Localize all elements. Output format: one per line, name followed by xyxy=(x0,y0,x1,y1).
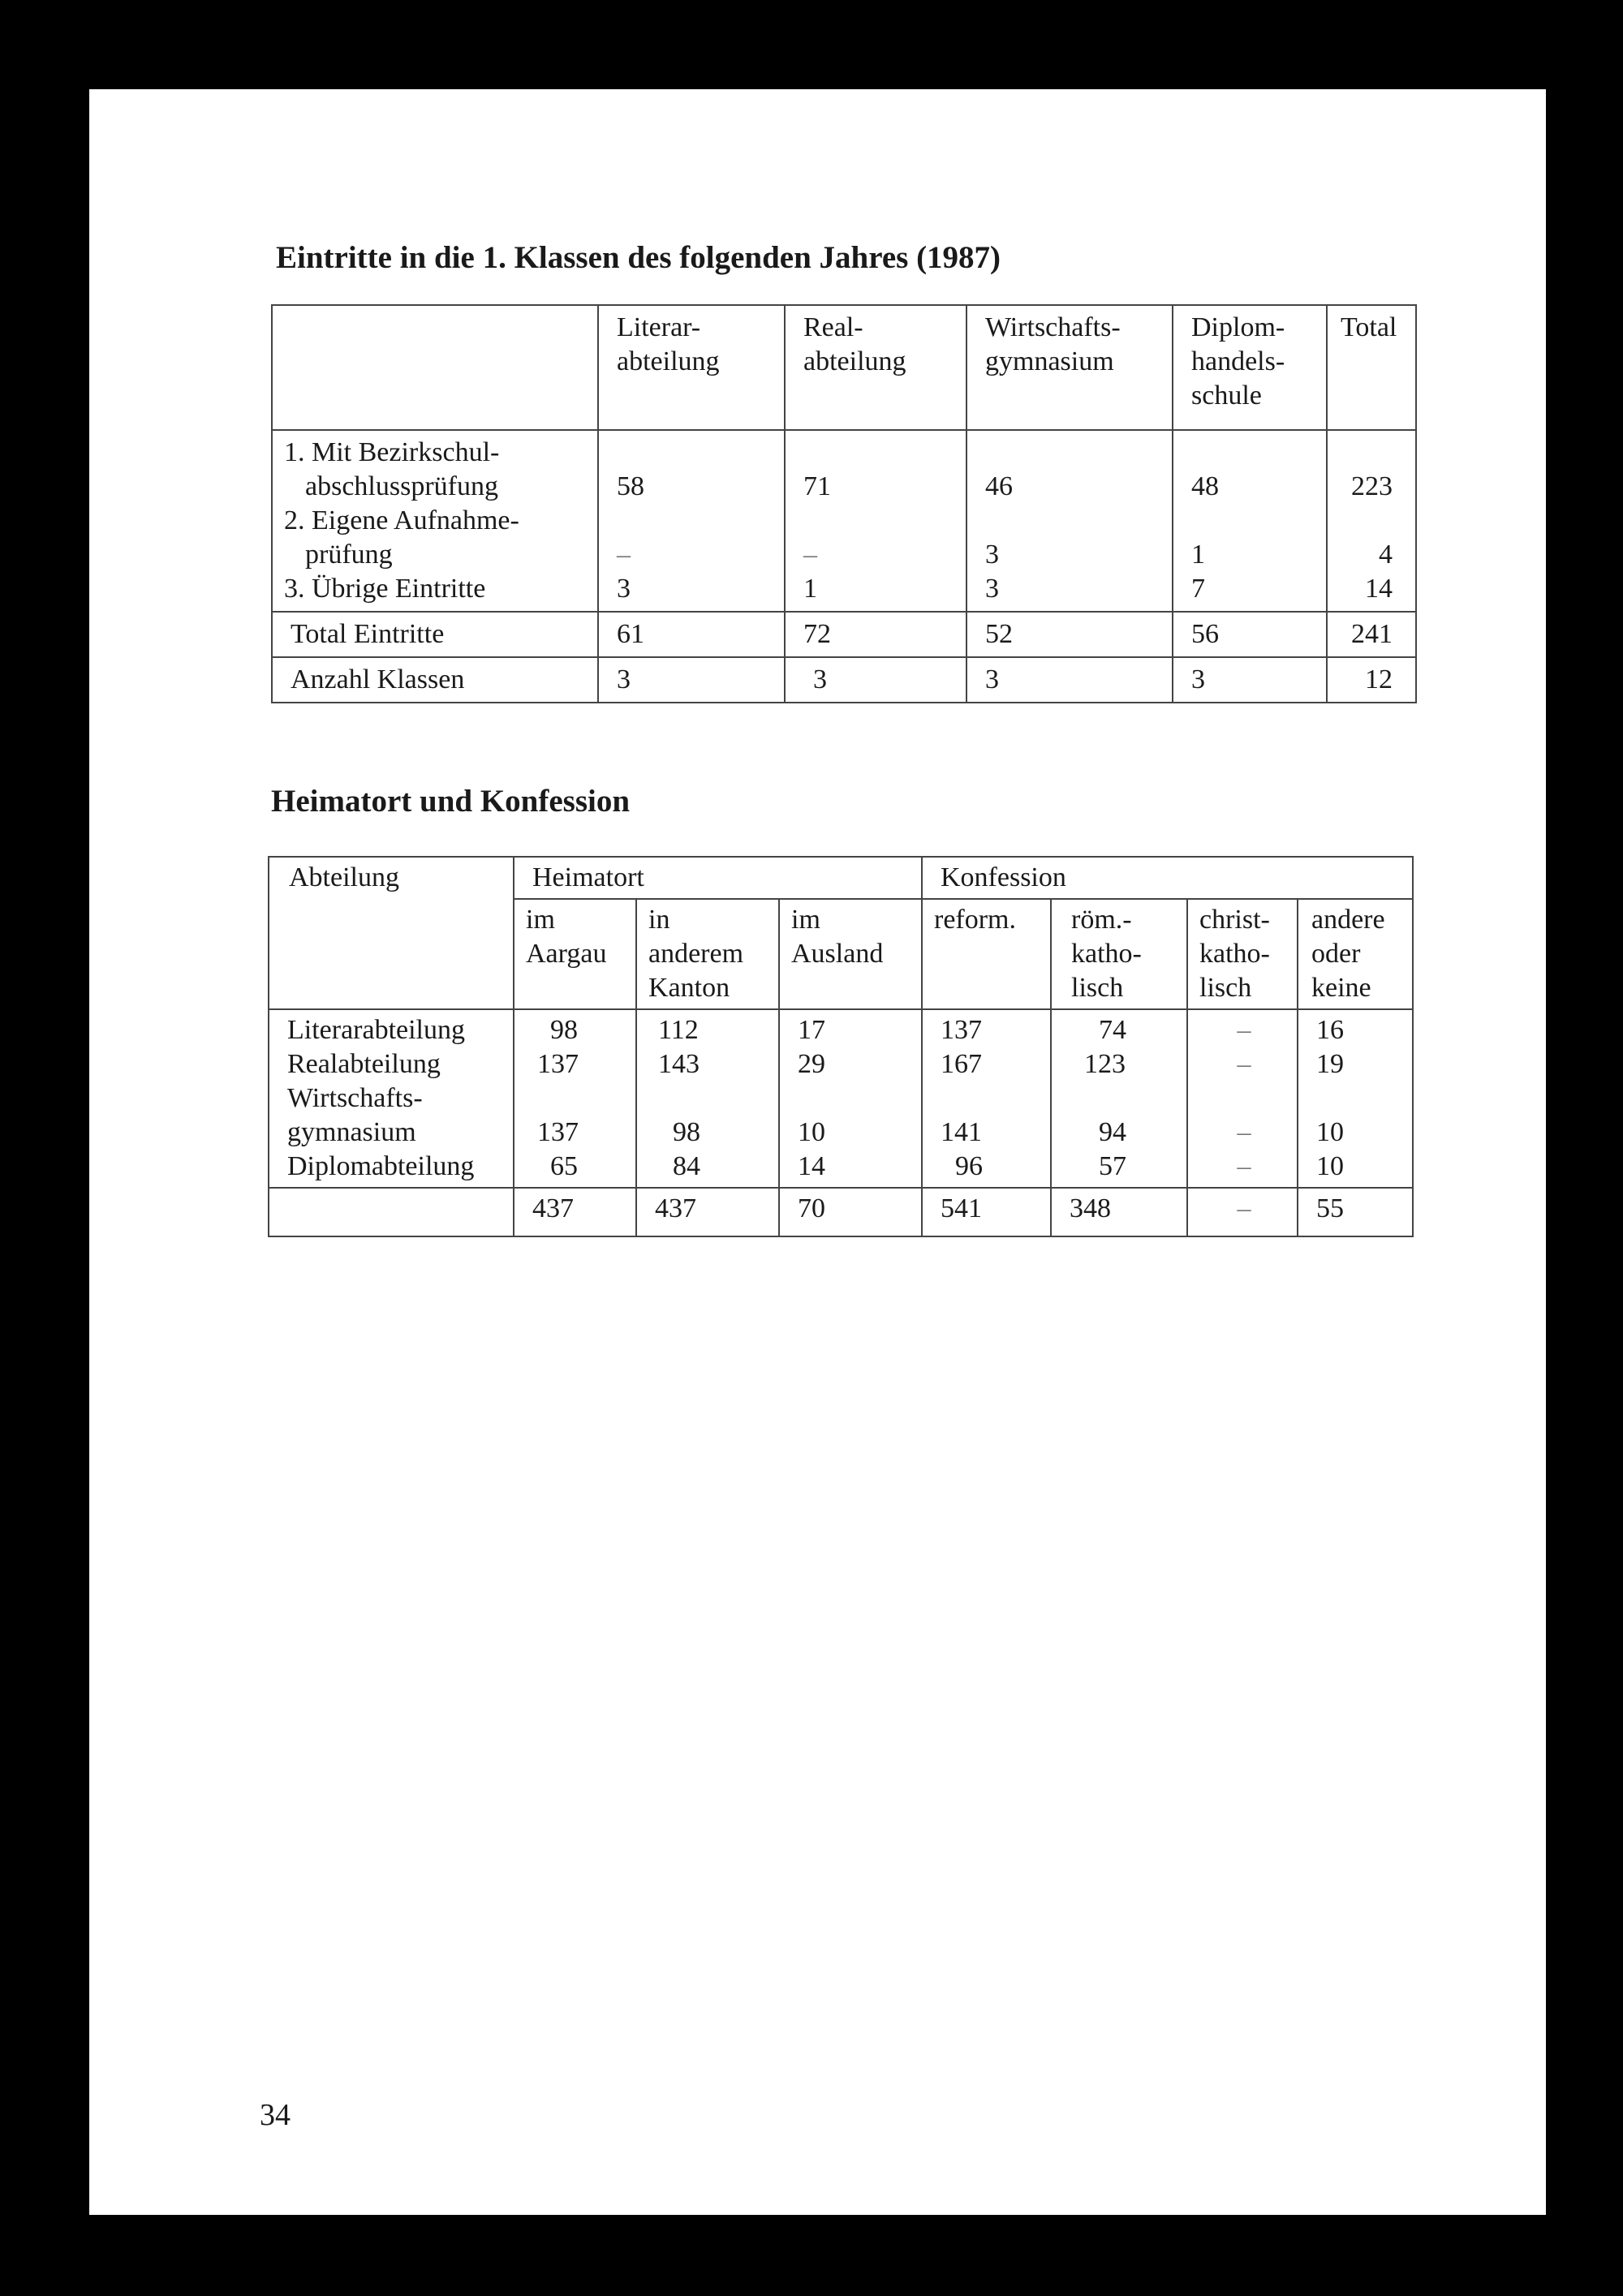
table1-block-wirtschaft: 46 3 3 xyxy=(966,430,1173,612)
table2-sub-andere: andere oder keine xyxy=(1298,899,1413,1009)
table2-total-label-cell xyxy=(269,1188,514,1236)
table2-col-andere: 16 19 10 10 xyxy=(1298,1009,1413,1188)
table2-header-heimatort: Heimatort xyxy=(514,857,922,899)
table1-total-cell: 61 xyxy=(598,612,785,657)
table1-header-diplom: Diplom- handels- schule xyxy=(1173,305,1327,430)
table1-block-literar: 58 – 3 xyxy=(598,430,785,612)
table1-header-row xyxy=(272,305,1416,430)
table2-total-cell: 437 xyxy=(514,1188,636,1236)
table2-row-labels: Literarabteilung Realabteilung Wirtschafts- gymnasium Diplomabteilung xyxy=(269,1009,514,1188)
table2-col-reform: 137 167 141 96 xyxy=(922,1009,1051,1188)
table1-classes-cell: 12 xyxy=(1327,657,1416,703)
table1-header-wirtschaft: Wirtschafts- gymnasium xyxy=(966,305,1173,430)
page-number: 34 xyxy=(260,2098,291,2132)
table1-block-row xyxy=(272,430,1416,612)
table2-total-cell: 437 xyxy=(636,1188,779,1236)
table2-total-row xyxy=(269,1188,1413,1236)
table2-col-christ-kath: – – – – xyxy=(1187,1009,1298,1188)
table1-block-total: 223 4 14 xyxy=(1327,430,1416,612)
table2-sub-aargau: im Aargau xyxy=(514,899,636,1009)
table2-header-konfession: Konfession xyxy=(922,857,1413,899)
table2-col-kanton: 112 143 98 84 xyxy=(636,1009,779,1188)
table2-total-cell: 55 xyxy=(1298,1188,1413,1236)
table1-corner-cell xyxy=(272,305,598,430)
table1-block-real: 71 – 1 xyxy=(785,430,966,612)
table1-classes-cell: 3 xyxy=(1173,657,1327,703)
table1-title: Eintritte in die 1. Klassen des folgenden Jahres (1987) xyxy=(276,240,1001,275)
table2-total-cell: 70 xyxy=(779,1188,922,1236)
table2-total-cell: 348 xyxy=(1051,1188,1187,1236)
table2-title: Heimatort und Konfession xyxy=(271,784,631,819)
table1-total-label: Total Eintritte xyxy=(272,612,598,657)
origin-denomination-table xyxy=(268,856,1414,1237)
table2-sub-ausland: im Ausland xyxy=(779,899,922,1009)
table2-sub-roem-kath: röm.- katho- lisch xyxy=(1051,899,1187,1009)
table2-sub-reform: reform. xyxy=(922,899,1051,1009)
table1-header-total: Total xyxy=(1327,305,1416,430)
table2-col-roem-kath: 74 123 94 57 xyxy=(1051,1009,1187,1188)
table1-classes-cell: 3 xyxy=(598,657,785,703)
table2-body-row xyxy=(269,1009,1413,1188)
table1-total-cell: 241 xyxy=(1327,612,1416,657)
table1-classes-row xyxy=(272,657,1416,703)
table2-total-cell: 541 xyxy=(922,1188,1051,1236)
table1-block-labels: 1. Mit Bezirkschul- abschlussprüfung 2. Eigene Aufnahme- prüfung 3. Übrige Eintritte xyxy=(272,430,598,612)
document-page xyxy=(89,89,1546,2215)
table2-sub-kanton: in anderem Kanton xyxy=(636,899,779,1009)
table1-total-row xyxy=(272,612,1416,657)
table1-total-cell: 56 xyxy=(1173,612,1327,657)
table2-sub-christ-kath: christ- katho- lisch xyxy=(1187,899,1298,1009)
table2-total-cell: – xyxy=(1187,1188,1298,1236)
entries-table xyxy=(271,304,1417,703)
table2-col-aargau: 98 137 137 65 xyxy=(514,1009,636,1188)
table1-total-cell: 52 xyxy=(966,612,1173,657)
table1-header-literar: Literar- abteilung xyxy=(598,305,785,430)
table2-col-ausland: 17 29 10 14 xyxy=(779,1009,922,1188)
table1-classes-label: Anzahl Klassen xyxy=(272,657,598,703)
table1-classes-cell: 3 xyxy=(966,657,1173,703)
table2-header-abteilung: Abteilung xyxy=(269,857,514,1009)
table1-header-real: Real- abteilung xyxy=(785,305,966,430)
table2-group-row xyxy=(269,857,1413,899)
table1-classes-cell: 3 xyxy=(785,657,966,703)
table1-block-diplom: 48 1 7 xyxy=(1173,430,1327,612)
table1-total-cell: 72 xyxy=(785,612,966,657)
